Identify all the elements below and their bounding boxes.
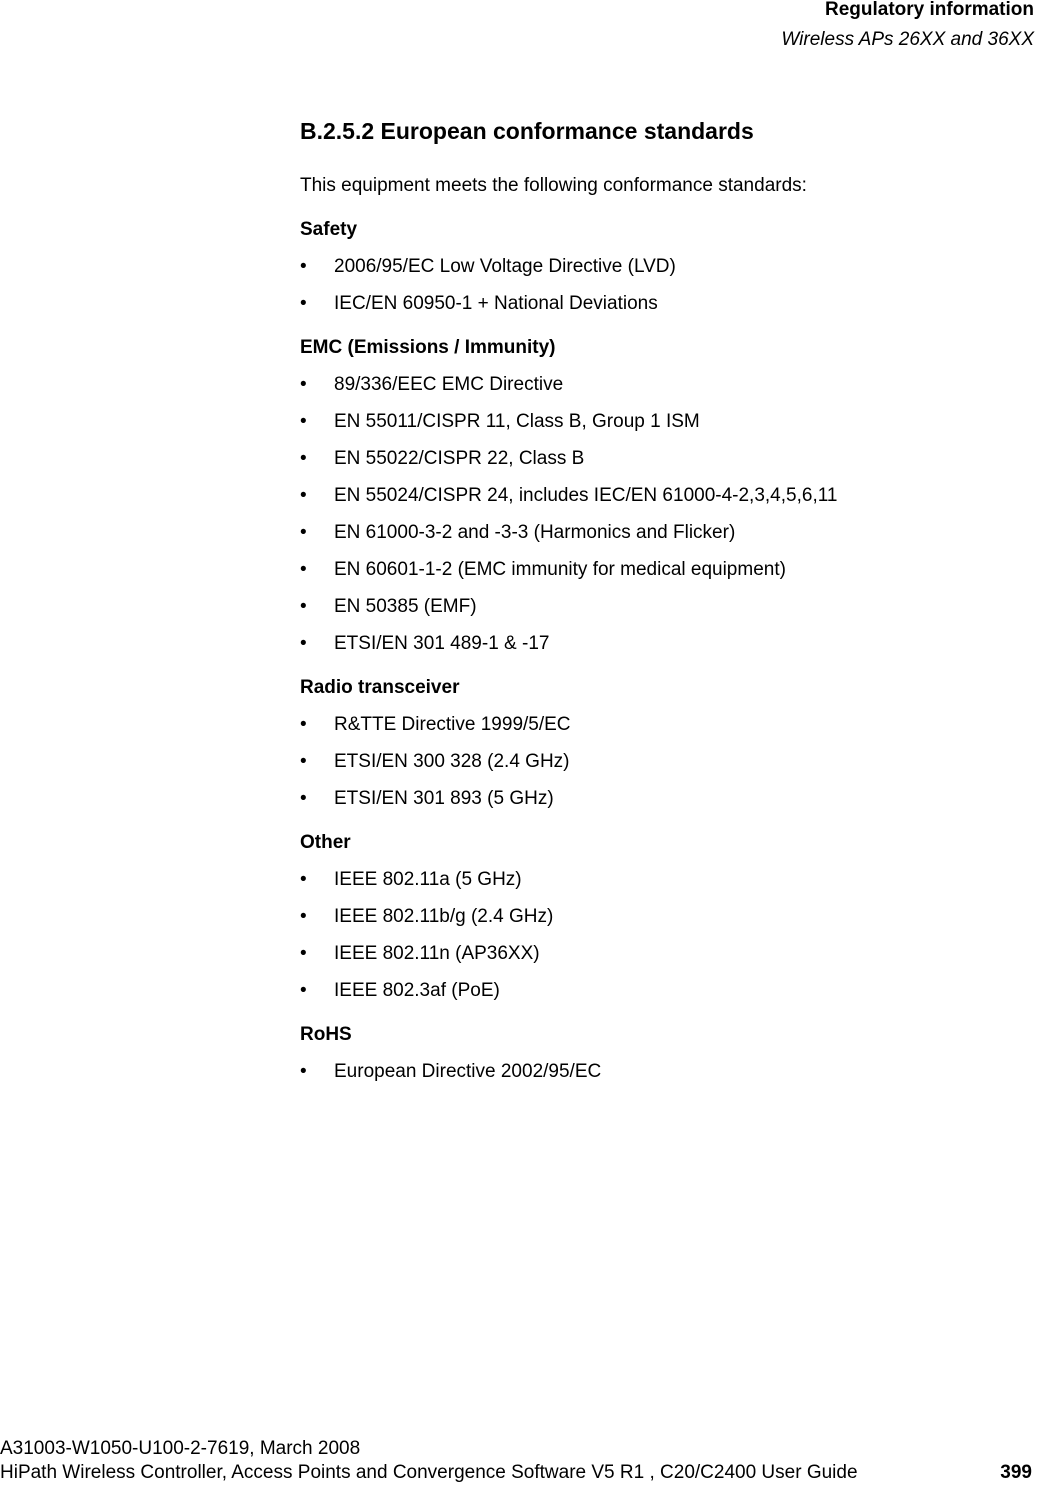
bullet-icon: • xyxy=(300,448,307,469)
list-item-text: R&TTE Directive 1999/5/EC xyxy=(334,714,571,735)
list-item-text: EN 55024/CISPR 24, includes IEC/EN 61000-4-2,3,4,5,6,11 xyxy=(334,485,838,506)
standards-list xyxy=(300,713,1000,811)
list-item-text: IEEE 802.11b/g (2.4 GHz) xyxy=(334,906,554,927)
standards-groups xyxy=(300,218,1000,1084)
bullet-icon: • xyxy=(300,714,307,735)
bullet-icon: • xyxy=(300,256,307,277)
group-heading: Safety xyxy=(300,219,358,240)
list-item xyxy=(300,484,1000,508)
list-item-text: EN 50385 (EMF) xyxy=(334,596,477,617)
bullet-icon: • xyxy=(300,788,307,809)
bullet-icon: • xyxy=(300,596,307,617)
list-item-text: ETSI/EN 300 328 (2.4 GHz) xyxy=(334,751,570,772)
list-item xyxy=(300,255,1000,279)
bullet-icon: • xyxy=(300,559,307,580)
group-heading: RoHS xyxy=(300,1024,352,1045)
chapter-title: Regulatory information xyxy=(824,0,1034,20)
list-item-text: IEEE 802.3af (PoE) xyxy=(334,980,500,1001)
running-header xyxy=(534,0,1037,52)
list-item-text: European Directive 2002/95/EC xyxy=(334,1061,602,1082)
intro-paragraph: This equipment meets the following conformance standards: xyxy=(300,175,807,196)
bullet-icon: • xyxy=(300,869,307,890)
list-item xyxy=(300,292,1000,316)
list-item xyxy=(300,787,1000,811)
section-title: B.2.5.2 European conformance standards xyxy=(300,118,754,144)
list-item-text: IEEE 802.11a (5 GHz) xyxy=(334,869,522,890)
list-item xyxy=(300,942,1000,966)
list-item-text: EN 55022/CISPR 22, Class B xyxy=(334,448,585,469)
list-item-text: EN 60601-1-2 (EMC immunity for medical equipment) xyxy=(334,559,786,580)
list-item-text: ETSI/EN 301 893 (5 GHz) xyxy=(334,788,554,809)
bullet-icon: • xyxy=(300,943,307,964)
page-footer xyxy=(0,1437,1037,1485)
bullet-icon: • xyxy=(300,411,307,432)
bullet-icon: • xyxy=(300,1061,307,1082)
list-item xyxy=(300,713,1000,737)
list-item-text: EN 55011/CISPR 11, Class B, Group 1 ISM xyxy=(334,411,700,432)
list-item-text: EN 61000-3-2 and -3-3 (Harmonics and Flicker) xyxy=(334,522,736,543)
list-item xyxy=(300,905,1000,929)
bullet-icon: • xyxy=(300,522,307,543)
list-item-text: 89/336/EEC EMC Directive xyxy=(334,374,564,395)
group-heading: Other xyxy=(300,832,351,853)
standards-list xyxy=(300,868,1000,1003)
guide-title: HiPath Wireless Controller, Access Points and Convergence Software V5 R1 , C20/C2400 User Guide xyxy=(0,1462,858,1483)
list-item-text: 2006/95/EC Low Voltage Directive (LVD) xyxy=(334,256,676,277)
standards-list xyxy=(300,1060,1000,1084)
list-item xyxy=(300,373,1000,397)
list-item xyxy=(300,1060,1000,1084)
list-item-text: IEC/EN 60950-1 + National Deviations xyxy=(334,293,658,314)
bullet-icon: • xyxy=(300,751,307,772)
bullet-icon: • xyxy=(300,980,307,1001)
list-item xyxy=(300,868,1000,892)
list-item xyxy=(300,750,1000,774)
bullet-icon: • xyxy=(300,374,307,395)
list-item xyxy=(300,410,1000,434)
group-heading: EMC (Emissions / Immunity) xyxy=(300,337,556,358)
standards-list xyxy=(300,255,1000,316)
standards-list xyxy=(300,373,1000,656)
bullet-icon: • xyxy=(300,293,307,314)
bullet-icon: • xyxy=(300,906,307,927)
list-item xyxy=(300,447,1000,471)
group-heading: Radio transceiver xyxy=(300,677,460,698)
main-content xyxy=(300,117,1000,1084)
bullet-icon: • xyxy=(300,633,307,654)
list-item xyxy=(300,521,1000,545)
document-id: A31003-W1050-U100-2-7619, March 2008 xyxy=(0,1438,361,1459)
list-item xyxy=(300,979,1000,1003)
list-item-text: IEEE 802.11n (AP36XX) xyxy=(334,943,540,964)
list-item xyxy=(300,558,1000,582)
list-item-text: ETSI/EN 301 489-1 & -17 xyxy=(334,633,550,654)
page-number: 399 xyxy=(1000,1462,1032,1483)
list-item xyxy=(300,595,1000,619)
chapter-subtitle: Wireless APs 26XX and 36XX xyxy=(781,29,1034,50)
list-item xyxy=(300,632,1000,656)
bullet-icon: • xyxy=(300,485,307,506)
